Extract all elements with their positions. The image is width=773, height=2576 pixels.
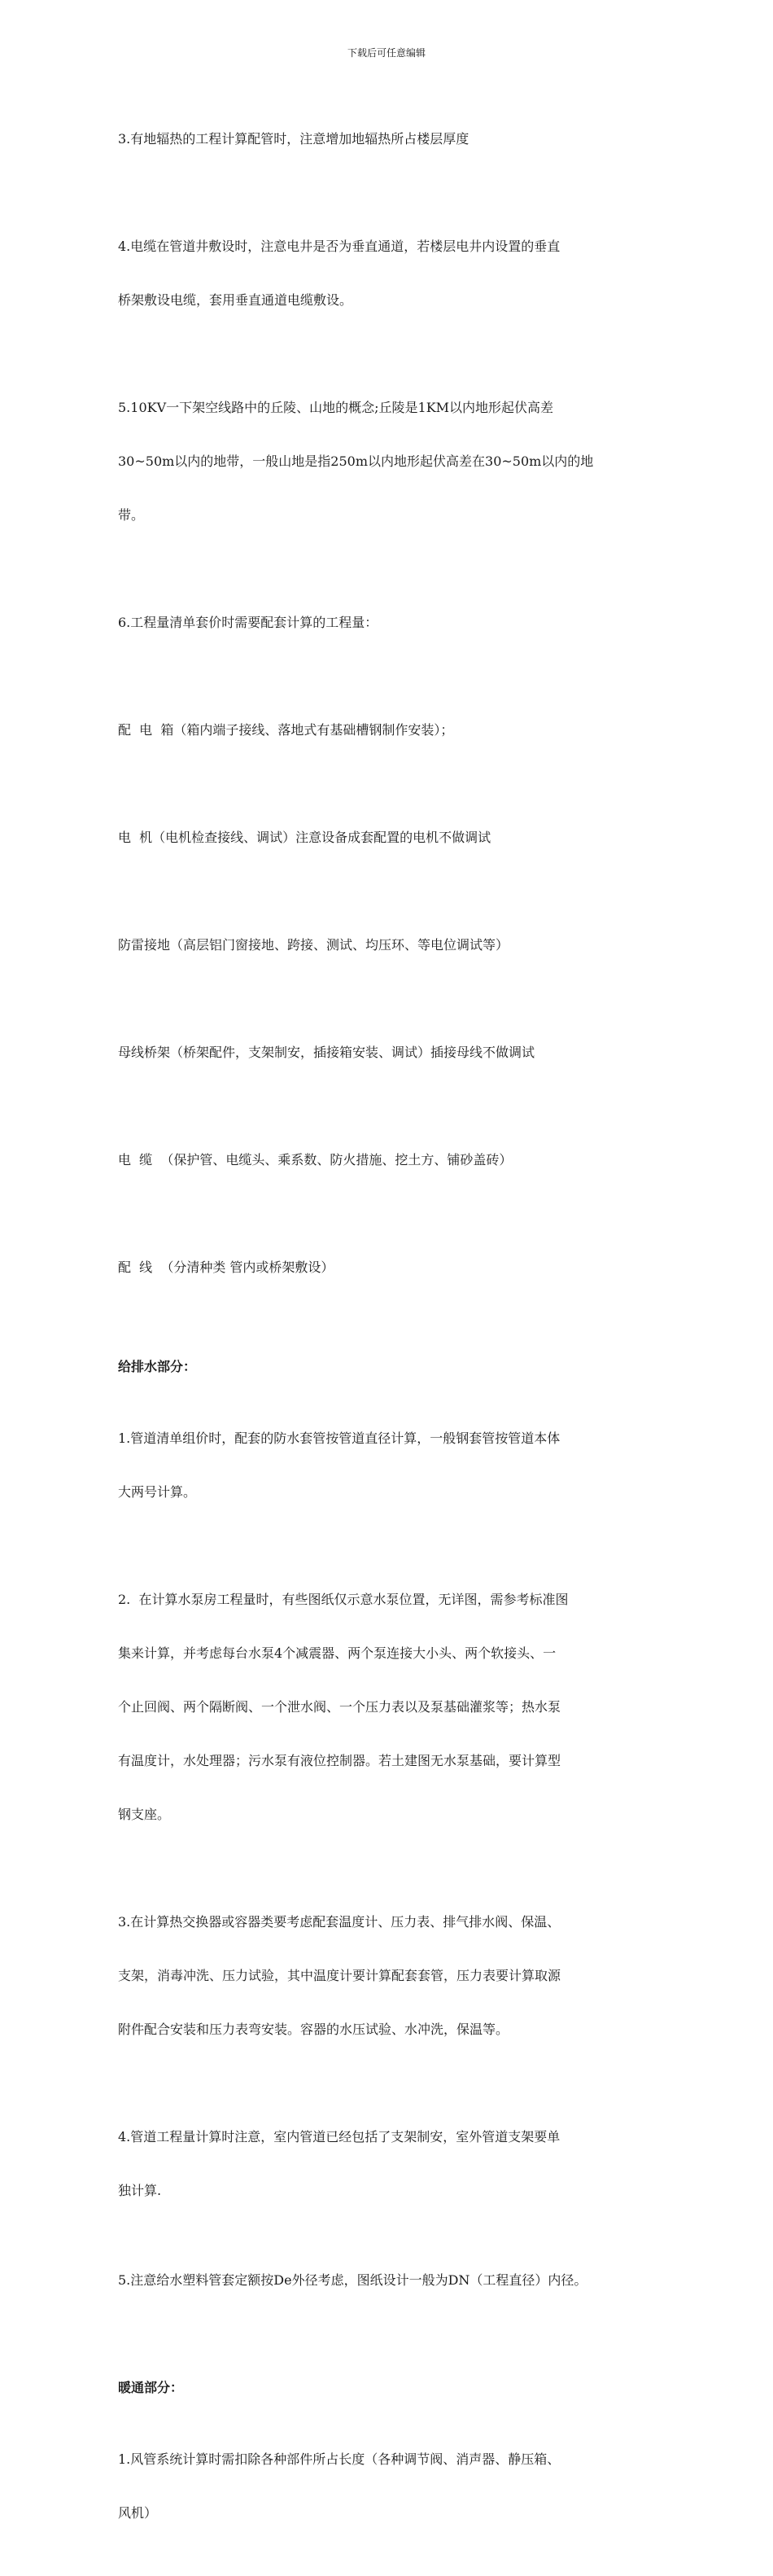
text-line: 有温度计，水处理器；污水泵有液位控制器。若土建图无水泵基础，要计算型 (118, 1753, 561, 1768)
document-body (118, 94, 688, 2576)
hvac-section (118, 2379, 688, 2558)
text-line: 4.电缆在管道井敷设时，注意电井是否为垂直通道，若楼层电井内设置的垂直 (118, 239, 561, 254)
text-line: 母线桥架（桥架配件，支架制安，插接箱安装、调试）插接母线不做调试 (118, 1045, 535, 1060)
paragraph (118, 2236, 688, 2325)
text-line: 个止回阀、两个隔断阀、一个泄水阀、一个压力表以及泵基础灌浆等；热水泵 (118, 1699, 561, 1715)
text-line: 桥架敷设电缆，套用垂直通道电缆敷设。 (118, 292, 353, 308)
text-line: 电 机（电机检查接线、调试）注意设备成套配置的电机不做调试 (118, 830, 491, 845)
paragraph (118, 1394, 688, 1537)
spacer (118, 2371, 688, 2379)
text-line: 4.管道工程量计算时注意，室内管道已经包括了支架制安，室外管道支架要单 (118, 2129, 561, 2144)
paragraph (118, 2092, 688, 2236)
text-line: 配 线 （分清种类 管内或桥架敷设） (118, 1260, 334, 1275)
paragraph (118, 2415, 688, 2558)
text-line: 3.在计算热交换器或容器类要考虑配套温度计、压力表、排气排水阀、保温、 (118, 1914, 561, 1930)
text-line: 1.管道清单组价时，配套的防水套管按管道直径计算，一般钢套管按管道本体 (118, 1430, 561, 1446)
text-line: 独计算. (118, 2183, 162, 2198)
plumbing-section (118, 1358, 688, 2325)
text-line: 风机） (118, 2505, 158, 2521)
text-line: 防雷接地（高层铝门窗接地、跨接、测试、均压环、等电位调试等） (118, 937, 509, 953)
text-line: 2. 在计算水泵房工程量时，有些图纸仅示意水泵位置，无详图，需参考标准图 (118, 1592, 569, 1607)
text-line: 钢支座。 (118, 1807, 171, 1822)
spacer (118, 1312, 688, 1358)
text-line: 带。 (118, 507, 145, 523)
paragraph (118, 793, 688, 883)
text-line: 6.工程量清单套价时需要配套计算的工程量： (118, 615, 378, 630)
spacer (118, 2325, 688, 2371)
text-line: 3.有地辐热的工程计算配管时，注意增加地辐热所占楼层厚度 (118, 131, 469, 147)
text-line: 大两号计算。 (118, 1484, 197, 1500)
text-line: 1.风管系统计算时需扣除各种部件所占长度（各种调节阀、消声器、静压箱、 (118, 2451, 561, 2467)
text-line: 电 缆 （保护管、电缆头、乘系数、防火措施、挖土方、铺砂盖砖） (118, 1152, 513, 1168)
section-heading: 给排水部分： (118, 1359, 197, 1374)
text-line: 配 电 箱（箱内端子接线、落地式有基础槽钢制作安装）； (118, 722, 454, 738)
text-line: 附件配合安装和压力表弯安装。容器的水压试验、水冲洗，保温等。 (118, 2022, 509, 2037)
text-line: 5.注意给水塑料管套定额按De外径考虑，图纸设计一般为DN（工程直径）内径。 (118, 2272, 587, 2288)
paragraph (118, 202, 688, 345)
section-heading: 暖通部分： (118, 2380, 184, 2395)
text-line: 5.10KV一下架空线路中的丘陵、山地的概念;丘陵是1KM以内地形起伏高差 (118, 400, 554, 415)
paragraph (118, 94, 688, 184)
text-line: 集来计算，并考虑每台水泵4个减震器、两个泵连接大小头、两个软接头、一 (118, 1645, 557, 1661)
paragraph (118, 1115, 688, 1205)
paragraph (118, 578, 688, 668)
paragraph (118, 1877, 688, 2074)
electrical-section (118, 94, 688, 1312)
paragraph (118, 1008, 688, 1097)
page-header-note: 下载后可任意编辑 (347, 47, 426, 59)
paragraph (118, 1223, 688, 1312)
paragraph (118, 1555, 688, 1860)
text-line: 支架，消毒冲洗、压力试验，其中温度计要计算配套套管，压力表要计算取源 (118, 1968, 561, 1983)
paragraph (118, 686, 688, 775)
paragraph (118, 363, 688, 560)
text-line: 30~50m以内的地带，一般山地是指250m以内地形起伏高差在30~50m以内的地 (118, 453, 594, 469)
paragraph (118, 900, 688, 990)
